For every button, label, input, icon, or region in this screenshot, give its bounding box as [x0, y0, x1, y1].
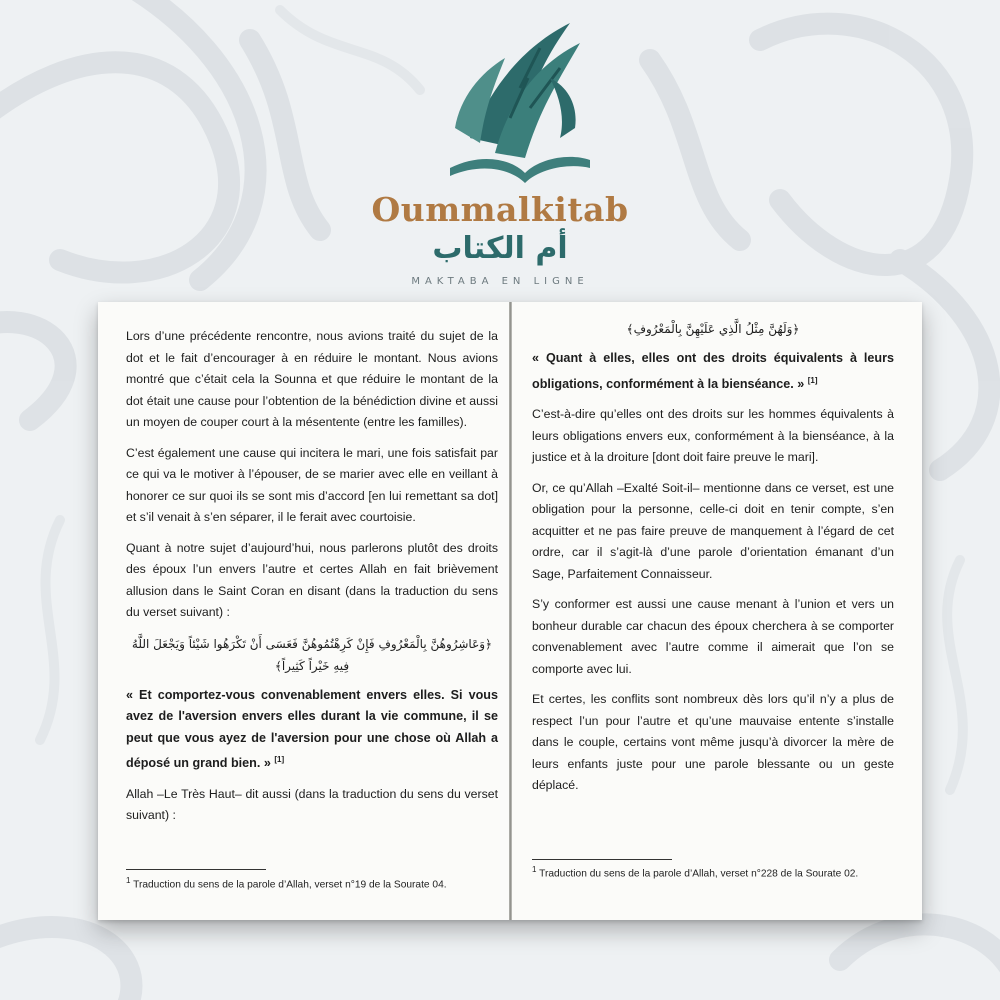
footnote-ref: [1]	[274, 755, 285, 764]
left-page-text	[126, 326, 498, 836]
footnote-text: Traduction du sens de la parole d’Allah, verset n°228 de la Sourate 02.	[539, 868, 859, 880]
verse-translation-text: « Et comportez-vous convenablement envers elles. Si vous avez de l'aversion envers elles durant la vie commune, il se peut que vous ayez de l'aversion pour une chose où Allah a déposé un grand bien. »	[126, 687, 498, 771]
paragraph: C’est-à-dire qu’elles ont des droits sur les hommes équivalents à leurs obligations envers eux, conformément à la bienséance, à la justice et à la droiture [dont doit faire preuve le mari].	[532, 407, 894, 465]
verse-translation-text: « Quant à elles, elles ont des droits équivalents à leurs obligations, conformément à la bienséance. »	[532, 351, 894, 391]
footnote-text: Traduction du sens de la parole d’Allah, verset n°19 de la Sourate 04.	[133, 879, 447, 891]
quill-book-icon	[400, 18, 600, 193]
verse-translation	[532, 348, 894, 395]
arabic-verse: ﴿وَلَهُنَّ مِثْلُ الَّذِي عَلَيْهِنَّ بِالْمَعْرُوفِ﴾	[626, 322, 800, 336]
brand-name-arabic: أم الكتاب	[432, 231, 568, 266]
footnote	[532, 865, 912, 879]
left-page	[98, 302, 510, 920]
paragraph: Or, ce qu’Allah –Exalté Soit-il– mentionne dans ce verset, est une obligation pour la personne, celle-ci doit en tenir compte, s’en acquitter et ne pas faire preuve de manquement à l’égard de cet ordre, car il s’agit-là d’une parole d’orientation émanant d’un Sage, Parfaitement Connaisseur.	[532, 480, 894, 581]
verse-translation	[126, 685, 498, 775]
right-page-text	[532, 318, 894, 806]
brand-logo	[340, 18, 660, 287]
footnote-number: 1	[532, 865, 537, 874]
paragraph: S’y conformer est aussi une cause menant à l’union et vers un bonheur durable car chacun des époux cherchera à se comporter convenablement avec l’autre comme il aimerait que l’on se comporte avec lui.	[532, 597, 894, 676]
paragraph: Allah –Le Très Haut– dit aussi (dans la traduction du sens du verset suivant) :	[126, 786, 498, 823]
footnote-number: 1	[126, 876, 131, 885]
open-book	[98, 302, 922, 920]
paragraph: Quant à notre sujet d’aujourd’hui, nous parlerons plutôt des droits des époux l’un envers l’autre et certes Allah en fait brièvement allusion dans le Saint Coran en disant (dans la traduction du sens du verset suivant) :	[126, 540, 498, 619]
footnote-rule	[126, 869, 266, 870]
brand-name-latin: Oummalkitab	[371, 190, 629, 229]
right-page	[512, 302, 922, 920]
paragraph: C’est également une cause qui incitera le mari, une fois satisfait par ce qui va le motiver à l’épouser, de se marier avec elle en veillant à honorer ce sur quoi ils se sont mis d’accord [en lui remettant sa dot] et s’il venait à s’en séparer, il le ferait avec courtoisie.	[126, 445, 498, 524]
footnote	[126, 876, 506, 890]
arabic-verse: ﴿وَعَاشِرُوهُنَّ بِالْمَعْرُوفِ فَإِنْ كَرِهْتُمُوهُنَّ فَعَسَى أَنْ تَكْرَهُوا شَيْئاً وَيَجْعَلَ اللَّهُ فِيهِ خَيْراً كَثِيراً﴾	[131, 636, 493, 673]
footnote-ref: [1]	[807, 375, 818, 385]
footnote-rule	[532, 859, 672, 860]
brand-tagline: MAKTABA EN LIGNE	[411, 276, 589, 287]
paragraph: Lors d’une précédente rencontre, nous avions traité du sujet de la dot et le fait d’encourager à en réduire le montant. Nous avions montré que c’était cela la Sounna et que réduire le montant de la dot était une cause pour l’obtention de la bénédiction divine et aussi un moyen de couper court à la mésentente (entre les familles).	[126, 329, 498, 429]
paragraph: Et certes, les conflits sont nombreux dès lors qu’il n’y a plus de respect l’un pour l’autre et qu’une mauvaise entente s’installe dans le couple, certains vont même jusqu’à divorcer la mère de leurs enfants juste pour une parole blessante ou un geste déplacé.	[532, 692, 894, 793]
